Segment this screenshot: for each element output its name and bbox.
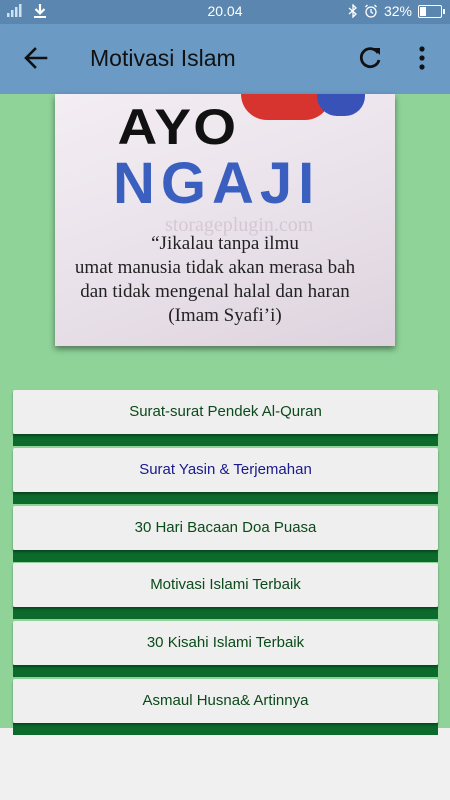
menu-separator (13, 434, 438, 446)
banner-ayo-text: AYO (117, 99, 239, 155)
quote-line: dan tidak mengenal halal dan haran (80, 281, 350, 302)
back-arrow-icon[interactable] (18, 40, 54, 76)
menu-separator (13, 665, 438, 677)
menu-button-surat-yasin[interactable]: Surat Yasin & Terjemahan (13, 448, 438, 492)
more-options-icon[interactable] (406, 40, 438, 76)
menu-button-asmaul-husna[interactable]: Asmaul Husna& Artinnya (13, 679, 438, 723)
menu-button-motivasi-islami[interactable]: Motivasi Islami Terbaik (13, 563, 438, 607)
banner-ngaji-text: NGAJI (113, 151, 321, 216)
refresh-icon[interactable] (352, 40, 388, 76)
status-right (348, 3, 442, 19)
page-title: Motivasi Islam (90, 45, 236, 71)
quote-line: “Jikalau tanpa ilmu (151, 233, 299, 254)
menu-separator (13, 607, 438, 619)
clock: 20.04 (207, 3, 243, 19)
banner-quote (55, 232, 395, 328)
quote-line: umat manusia tidak akan merasa bah (74, 257, 356, 278)
status-bar (0, 0, 450, 24)
bluetooth-icon (348, 4, 358, 18)
menu-button-doa-puasa[interactable]: 30 Hari Bacaan Doa Puasa (13, 506, 438, 550)
battery-icon (418, 5, 442, 18)
quote-attribution: (Imam Syafi’i) (168, 305, 282, 326)
banner-watermark: storageplugin.com (165, 214, 314, 236)
menu-button-kisah-islami[interactable]: 30 Kisahi Islami Terbaik (13, 621, 438, 665)
menu-button-surat-pendek[interactable]: Surat-surat Pendek Al-Quran (13, 390, 438, 434)
menu-separator (13, 492, 438, 504)
battery-percent: 32% (383, 3, 412, 19)
banner-blue-shape (317, 94, 365, 116)
app-bar (0, 24, 450, 94)
menu-separator (13, 550, 438, 562)
menu-separator (13, 723, 438, 735)
ayo-ngaji-banner-image (55, 94, 395, 346)
alarm-icon (364, 4, 378, 18)
